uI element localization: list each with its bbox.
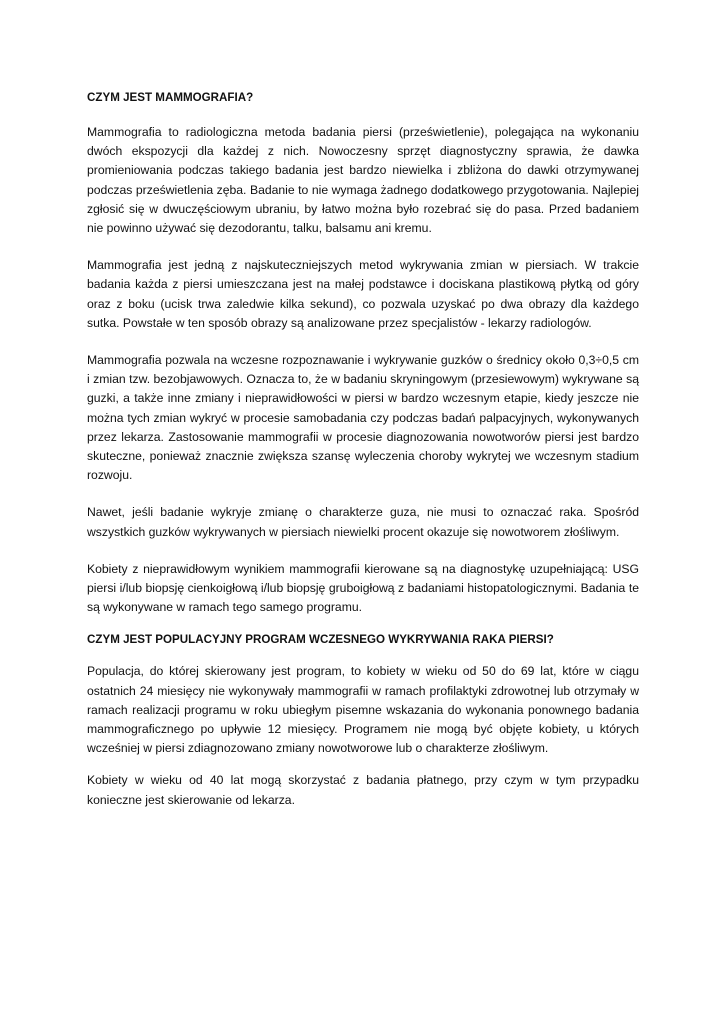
- paragraph: Populacja, do której skierowany jest program, to kobiety w wieku od 50 do 69 lat, które w ciągu ostatnich 24 miesięcy nie wykonywały mammografii w ramach profilaktyki zdrowotnej lub otrzymały w ramach realizacji programu w roku ubiegłym pisemne wskazania do wykonania ponownego badania mammograficznego po upływie 12 miesięcy. Programem nie mogą być objęte kobiety, u których wcześniej w piersi zdiagnozowano zmiany nowotworowe lub o charakterze złośliwym.: [87, 664, 639, 756]
- paragraph: Mammografia pozwala na wczesne rozpoznawanie i wykrywanie guzków o średnicy około 0,3÷0,5 cm i zmian tzw. bezobjawowych. Oznacza to, że w badaniu skryningowym (przesiewowym) wykrywane są guzki, a także inne zmiany i nieprawidłowości w piersi w bardzo wczesnym etapie, kiedy jeszcze nie można tych zmian wykryć w procesie samobadania czy podczas badań palpacyjnych, wykonywanych przez lekarza. Zastosowanie mammografii w procesie diagnozowania nowotworów piersi jest bardzo skuteczne, ponieważ znacznie zwiększa szansę wyleczenia choroby wykrytej we wczesnym stadium rozwoju.: [87, 353, 639, 483]
- paragraph: Kobiety z nieprawidłowym wynikiem mammografii kierowane są na diagnostykę uzupełniającą: USG piersi i/lub biopsję cienkoigłową i/lub biopsję gruboigłową z badaniami histopatologicznymi. Badania te są wykonywane w ramach tego samego programu.: [87, 561, 639, 615]
- paragraph: Mammografia jest jedną z najskuteczniejszych metod wykrywania zmian w piersiach. W trakcie badania każda z piersi umieszczana jest na małej podstawce i dociskana plastikową płytką od góry oraz z boku (ucisk trwa zaledwie kilka sekund), co pozwala uzyskać po dwa obrazy dla każdego sutka. Powstałe w ten sposób obrazy są analizowane przez specjalistów - lekarzy radiologów.: [87, 258, 639, 330]
- section-heading-mammography: CZYM JEST MAMMOGRAFIA?: [87, 91, 254, 104]
- document-page: [87, 88, 639, 810]
- section-heading-screening-program: CZYM JEST POPULACYJNY PROGRAM WCZESNEGO WYKRYWANIA RAKA PIERSI?: [87, 633, 554, 647]
- paragraph: Mammografia to radiologiczna metoda badania piersi (prześwietlenie), polegająca na wykonaniu dwóch ekspozycji dla każdej z nich. Nowoczesny sprzęt diagnostyczny sprawia, że dawka promieniowania podczas takiego badania jest bardzo niewielka i zbliżona do dawki otrzymywanej podczas prześwietlenia zęba. Badanie to nie wymaga żadnego dodatkowego przygotowania. Najlepiej zgłosić się w dwuczęściowym ubraniu, by łatwo można było rozebrać się do pasa. Przed badaniem nie powinno używać się dezodorantu, talku, balsamu ani kremu.: [87, 125, 639, 236]
- paragraph: Nawet, jeśli badanie wykryje zmianę o charakterze guza, nie musi to oznaczać raka. Spośród wszystkich guzków wykrywanych w piersiach niewielki procent okazuje się nowotworem złośliwym.: [87, 505, 639, 539]
- paragraph: Kobiety w wieku od 40 lat mogą skorzystać z badania płatnego, przy czym w tym przypadku konieczne jest skierowanie od lekarza.: [87, 773, 639, 807]
